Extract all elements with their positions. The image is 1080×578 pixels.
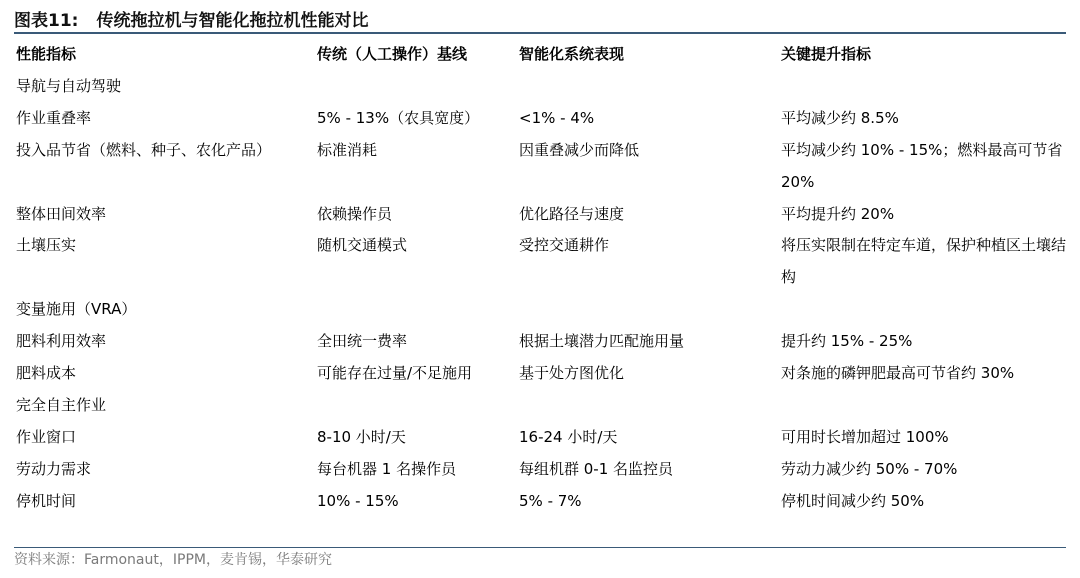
header-improvement: 关键提升指标	[781, 45, 872, 63]
table-row	[14, 454, 1066, 486]
table-cell: 随机交通模式	[317, 236, 408, 255]
table-cell: <1% - 4%	[519, 108, 595, 127]
table-cell: 基于处方图优化	[519, 364, 625, 383]
top-rule	[14, 32, 1066, 34]
table-cell: 劳动力需求	[16, 459, 92, 478]
table-cell: 对条施的磷钾肥最高可节省约 30%	[781, 364, 1015, 383]
section-row	[14, 294, 1066, 326]
figure-number: 图表11:	[14, 10, 79, 31]
table-cell: 依赖操作员	[317, 204, 393, 223]
table-cell: 5% - 7%	[519, 491, 582, 510]
table-cell	[779, 71, 1066, 103]
table-cell: 整体田间效率	[16, 204, 107, 223]
table-cell: 5% - 13%（农具宽度）	[317, 108, 480, 127]
section-row	[14, 390, 1066, 422]
table-row	[14, 135, 1066, 199]
table-cell: 全田统一费率	[317, 332, 408, 351]
table-cell: 肥料利用效率	[16, 332, 107, 351]
figure-title-text: 传统拖拉机与智能化拖拉机性能对比	[96, 10, 369, 31]
table-cell	[517, 71, 779, 103]
table-cell: 作业窗口	[16, 427, 77, 446]
bottom-rule	[14, 547, 1066, 548]
table-cell: 标准消耗	[317, 140, 378, 159]
comparison-table	[14, 39, 1066, 518]
source-note: 资料来源：Farmonaut，IPPM，麦肯锡，华泰研究	[14, 552, 332, 568]
table-cell: 根据土壤潜力匹配施用量	[519, 332, 685, 351]
table-cell: 优化路径与速度	[519, 204, 625, 223]
table-cell: 作业重叠率	[16, 108, 92, 127]
table-cell: 将压实限制在特定车道，保护种植区土壤结构	[781, 236, 1067, 287]
table-cell: 可用时长增加超过 100%	[781, 427, 949, 446]
table-cell	[315, 71, 517, 103]
table-cell: 停机时间	[16, 491, 77, 510]
table-cell: 每组机群 0-1 名监控员	[519, 459, 674, 478]
table-cell: 土壤压实	[16, 236, 77, 255]
table-cell: 平均减少约 8.5%	[781, 108, 899, 127]
table-cell: 因重叠减少而降低	[519, 140, 640, 159]
section-label: 变量施用（VRA）	[16, 300, 137, 319]
table-cell	[517, 294, 779, 326]
table-cell: 投入品节省（燃料、种子、农化产品）	[16, 140, 272, 159]
section-row	[14, 71, 1066, 103]
header-metric: 性能指标	[16, 45, 77, 63]
table-row	[14, 326, 1066, 358]
table-cell: 肥料成本	[16, 364, 77, 383]
table-cell: 8-10 小时/天	[317, 427, 406, 446]
figure-title	[14, 4, 1066, 32]
table-cell: 提升约 15% - 25%	[781, 332, 913, 351]
table-cell: 劳动力减少约 50% - 70%	[781, 459, 958, 478]
table-cell: 可能存在过量/不足施用	[317, 364, 473, 383]
table-cell	[517, 390, 779, 422]
table-cell: 每台机器 1 名操作员	[317, 459, 457, 478]
table-cell: 平均提升约 20%	[781, 204, 895, 223]
table-row	[14, 358, 1066, 390]
table-cell: 平均减少约 10% - 15%；燃料最高可节省 20%	[781, 140, 1063, 191]
table-cell	[779, 294, 1066, 326]
header-traditional: 传统（人工操作）基线	[317, 45, 468, 63]
table-row	[14, 103, 1066, 135]
table-cell: 受控交通耕作	[519, 236, 610, 255]
table-cell: 10% - 15%	[317, 491, 399, 510]
table-body	[14, 71, 1066, 518]
header-smart: 智能化系统表现	[519, 45, 625, 63]
table-row	[14, 422, 1066, 454]
table-row	[14, 230, 1066, 294]
table-cell: 停机时间减少约 50%	[781, 491, 925, 510]
table-cell	[779, 390, 1066, 422]
table-header-row	[14, 39, 1066, 71]
table-cell	[315, 294, 517, 326]
section-label: 完全自主作业	[16, 395, 107, 414]
table-cell	[315, 390, 517, 422]
section-label: 导航与自动驾驶	[16, 76, 122, 95]
table-cell: 16-24 小时/天	[519, 427, 618, 446]
table-row	[14, 199, 1066, 231]
table-row	[14, 486, 1066, 518]
